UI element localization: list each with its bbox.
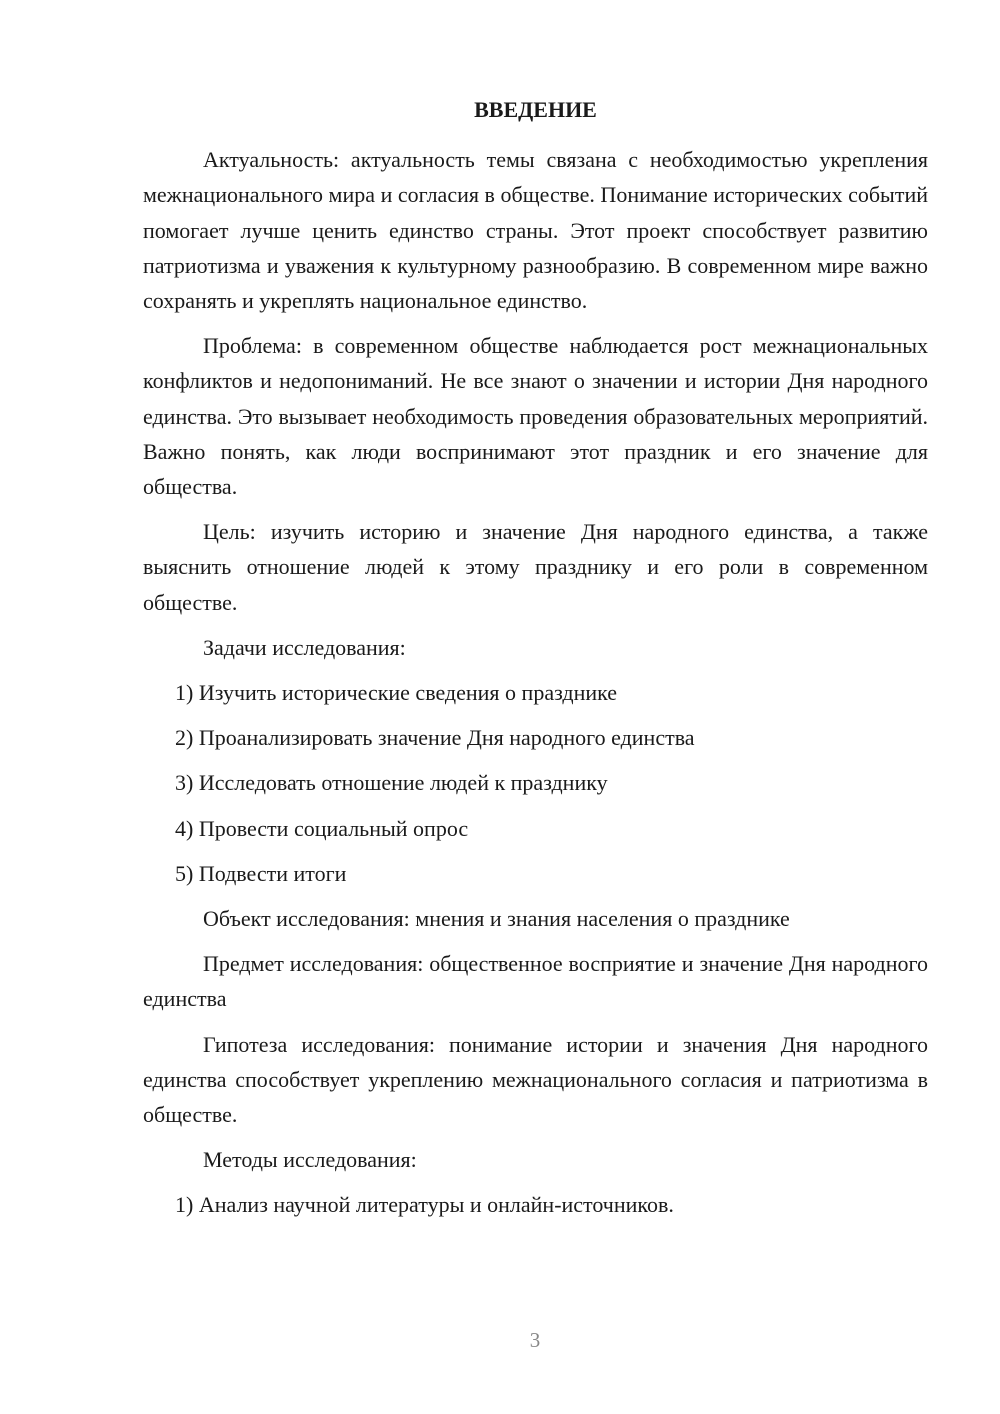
subject-paragraph: Предмет исследования: общественное восприятие и значение Дня народного единства bbox=[143, 951, 928, 1012]
task-item-5: 5) Подвести итоги bbox=[175, 860, 347, 886]
object-paragraph: Объект исследования: мнения и знания населения о празднике bbox=[203, 906, 790, 932]
task-item-2: 2) Проанализировать значение Дня народного единства bbox=[175, 725, 695, 751]
method-item-1: 1) Анализ научной литературы и онлайн-источников. bbox=[175, 1192, 674, 1218]
task-item-3: 3) Исследовать отношение людей к празднику bbox=[175, 770, 608, 796]
goal-paragraph: Цель: изучить историю и значение Дня народного единства, а также выяснить отношение людей к этому празднику и его роли в современном обществе. bbox=[143, 519, 928, 615]
task-item-1: 1) Изучить исторические сведения о празднике bbox=[175, 680, 618, 706]
methods-heading: Методы исследования: bbox=[203, 1147, 417, 1173]
relevance-paragraph: Актуальность: актуальность темы связана с необходимостью укрепления межнационального мира и согласия в обществе. Понимание исторических событий помогает лучше ценить единство страны. Этот проект способствует развитию патриотизма и уважения к культурному разнообразию. В современном мире важно сохранять и укреплять национальное единство. bbox=[143, 147, 928, 314]
tasks-heading: Задачи исследования: bbox=[203, 634, 406, 660]
hypothesis-paragraph: Гипотеза исследования: понимание истории и значения Дня народного единства способствует укреплению межнационального согласия и патриотизма в обществе. bbox=[143, 1031, 928, 1128]
page-number: 3 bbox=[529, 1328, 541, 1352]
page-title: ВВЕДЕНИЕ bbox=[474, 97, 597, 122]
document-page bbox=[143, 92, 928, 1233]
task-item-4: 4) Провести социальный опрос bbox=[175, 815, 469, 841]
problem-paragraph: Проблема: в современном обществе наблюдается рост межнациональных конфликтов и недопониманий. Не все знают о значении и истории Дня народного единства. Это вызывает необходимость проведения образовательных мероприятий. Важно понять, как люди воспринимают этот праздник и его значение для общества. bbox=[143, 333, 928, 500]
